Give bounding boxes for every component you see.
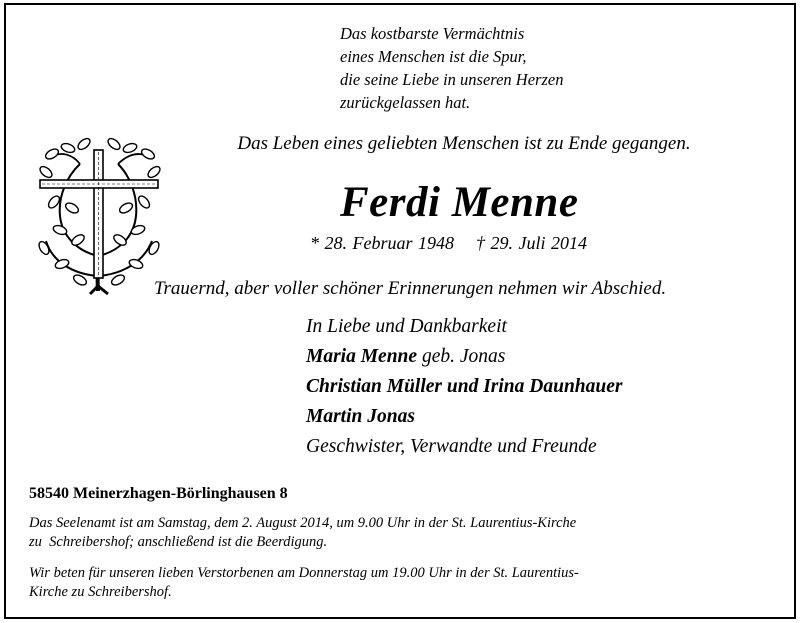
death-date: † 29. Juli 2014 — [476, 233, 587, 253]
notice-line: Kirche zu Schreibershof. — [29, 584, 172, 600]
cross-with-vine-icon — [32, 136, 167, 296]
deceased-name: Ferdi Menne — [340, 179, 579, 226]
notice-line: Wir beten für unseren lieben Verstorbenen am Donnerstag um 19.00 Uhr in der St. Laurentius- — [29, 565, 579, 581]
mourners-relatives: Geschwister, Verwandte und Freunde — [306, 436, 597, 457]
intro-line: Das Leben eines geliebten Menschen ist zu Ende gegangen. — [237, 133, 691, 154]
mourner-christian-irina — [306, 372, 622, 402]
mourner-name: Christian Müller und Irina Daunhauer — [306, 376, 623, 397]
mourner-maria — [306, 342, 622, 372]
birth-date: * 28. Februar 1948 — [310, 233, 454, 253]
farewell-line: Trauernd, aber voller schöner Erinnerungen nehmen wir Abschied. — [154, 278, 667, 299]
poem-line: eines Menschen ist die Spur, — [340, 47, 527, 66]
poem — [340, 22, 563, 114]
address: 58540 Meinerzhagen-Börlinghausen 8 — [29, 485, 288, 502]
poem-line: Das kostbarste Vermächtnis — [340, 24, 525, 43]
poem-line: zurückgelassen hat. — [340, 93, 471, 112]
notice-line: Das Seelenamt ist am Samstag, dem 2. August 2014, um 9.00 Uhr in der St. Laurentius-Kirche — [29, 515, 577, 531]
mourner-name: Martin Jonas — [306, 406, 415, 427]
requiem-notice — [29, 514, 749, 552]
mourners-intro: In Liebe und Dankbarkeit — [306, 316, 507, 337]
poem-line: die seine Liebe in unseren Herzen — [340, 70, 564, 89]
maiden-name: geb. Jonas — [417, 346, 506, 367]
notice-line: zu Schreibershof; anschließend ist die Beerdigung. — [29, 534, 328, 550]
prayer-notice — [29, 564, 749, 602]
life-dates — [310, 233, 587, 254]
mourner-name: Maria Menne — [306, 346, 418, 367]
mourner-martin — [306, 402, 622, 432]
mourners-block — [306, 312, 622, 462]
